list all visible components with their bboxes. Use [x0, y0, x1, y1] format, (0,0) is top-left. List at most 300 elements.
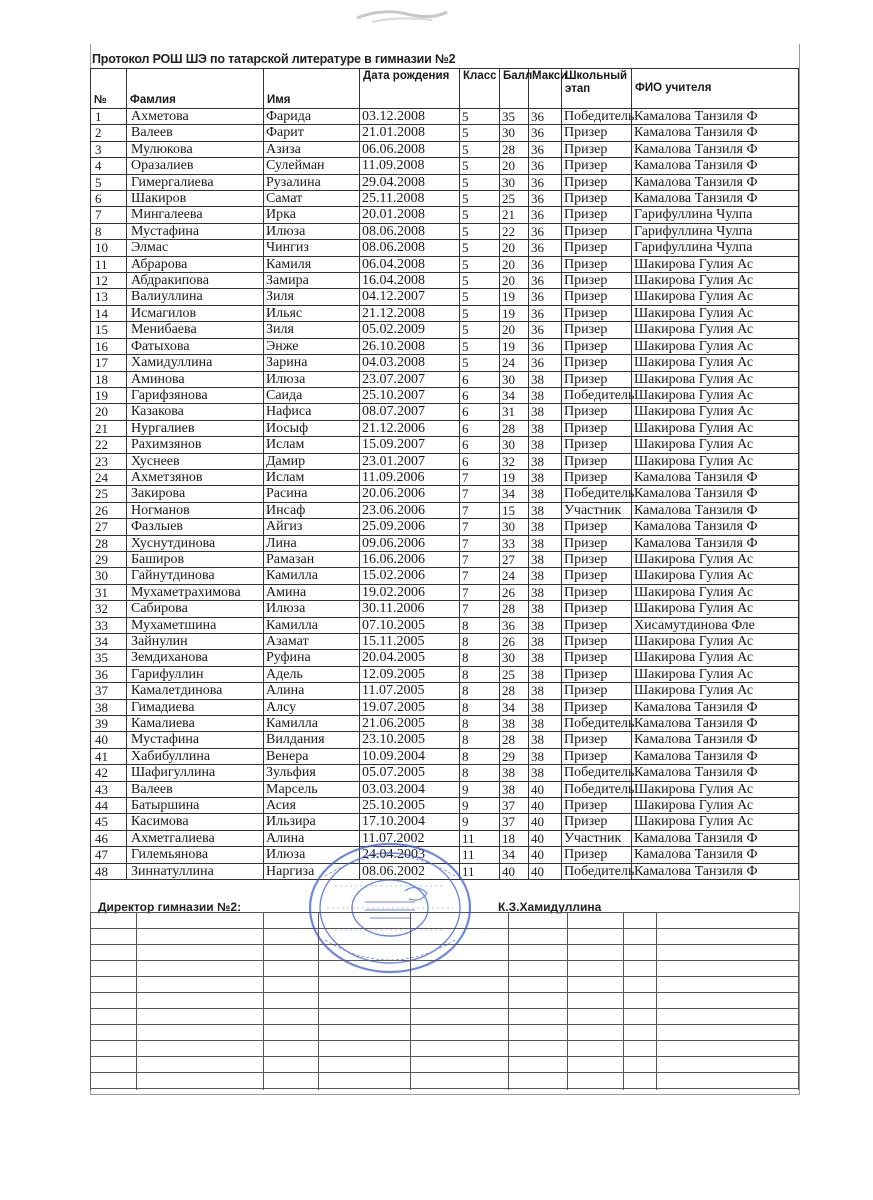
row-num-cell: 43 [91, 781, 127, 797]
director-label: Директор гимназии №2: [98, 900, 242, 914]
score-cell: 31 [500, 404, 529, 420]
score-cell: 20 [500, 256, 529, 272]
grid-line [90, 912, 798, 913]
table-row [91, 568, 799, 584]
last-name-cell: Абрарова [127, 256, 264, 272]
stage-cell: Призер [562, 814, 632, 830]
stage-cell: Победитель [562, 781, 632, 797]
table-row [91, 716, 799, 732]
birth-date-cell: 19.07.2005 [360, 699, 460, 715]
first-name-cell: Илюза [264, 847, 360, 863]
stage-cell: Призер [562, 207, 632, 223]
last-name-cell: Шакиров [127, 191, 264, 207]
first-name-cell: Фарит [264, 125, 360, 141]
grade-cell: 11 [460, 830, 500, 846]
first-name-cell: Алина [264, 830, 360, 846]
grade-cell: 7 [460, 486, 500, 502]
last-name-cell: Мулюкова [127, 141, 264, 157]
first-name-cell: Рузалина [264, 174, 360, 190]
row-num-cell: 1 [91, 109, 127, 125]
stage-cell: Призер [562, 191, 632, 207]
table-row [91, 748, 799, 764]
birth-date-cell: 20.01.2008 [360, 207, 460, 223]
last-name-cell: Ахметова [127, 109, 264, 125]
last-name-cell: Фазлыев [127, 519, 264, 535]
first-name-cell: Илюза [264, 601, 360, 617]
last-name-cell: Рахимзянов [127, 437, 264, 453]
stage-cell: Призер [562, 322, 632, 338]
col-header-num: № [91, 69, 127, 109]
max-score-cell: 36 [529, 141, 562, 157]
last-name-cell: Хуснеев [127, 453, 264, 469]
first-name-cell: Ирка [264, 207, 360, 223]
table-row [91, 322, 799, 338]
teacher-cell: Шакирова Гулия Ас [632, 551, 799, 567]
table-row [91, 601, 799, 617]
last-name-cell: Гарифзянова [127, 387, 264, 403]
teacher-cell: Шакирова Гулия Ас [632, 338, 799, 354]
first-name-cell: Камилла [264, 568, 360, 584]
first-name-cell: Зиля [264, 322, 360, 338]
last-name-cell: Гилемьянова [127, 847, 264, 863]
stage-cell: Призер [562, 568, 632, 584]
score-cell: 30 [500, 371, 529, 387]
score-cell: 20 [500, 273, 529, 289]
birth-date-cell: 03.12.2008 [360, 109, 460, 125]
last-name-cell: Батыршина [127, 798, 264, 814]
row-num-cell: 8 [91, 223, 127, 239]
max-score-cell: 36 [529, 109, 562, 125]
teacher-cell: Камалова Танзиля Ф [632, 830, 799, 846]
score-cell: 33 [500, 535, 529, 551]
last-name-cell: Менибаева [127, 322, 264, 338]
score-cell: 38 [500, 765, 529, 781]
teacher-cell: Камалова Танзиля Ф [632, 109, 799, 125]
score-cell: 24 [500, 568, 529, 584]
birth-date-cell: 16.04.2008 [360, 273, 460, 289]
first-name-cell: Энже [264, 338, 360, 354]
grade-cell: 5 [460, 223, 500, 239]
birth-date-cell: 04.12.2007 [360, 289, 460, 305]
max-score-cell: 36 [529, 207, 562, 223]
grade-cell: 8 [460, 666, 500, 682]
grade-cell: 8 [460, 683, 500, 699]
last-name-cell: Мустафина [127, 223, 264, 239]
first-name-cell: Ильяс [264, 305, 360, 321]
stage-cell: Призер [562, 437, 632, 453]
first-name-cell: Камилла [264, 617, 360, 633]
stage-cell: Призер [562, 634, 632, 650]
stage-cell: Призер [562, 158, 632, 174]
score-cell: 19 [500, 289, 529, 305]
birth-date-cell: 08.06.2008 [360, 223, 460, 239]
first-name-cell: Наргиза [264, 863, 360, 879]
stage-cell: Призер [562, 256, 632, 272]
score-cell: 28 [500, 683, 529, 699]
document-title: Протокол РОШ ШЭ по татарской литературе в гимназии №2 [92, 52, 456, 66]
max-score-cell: 36 [529, 223, 562, 239]
last-name-cell: Хамидуллина [127, 355, 264, 371]
last-name-cell: Зиннатуллина [127, 863, 264, 879]
last-name-cell: Элмас [127, 240, 264, 256]
row-num-cell: 21 [91, 420, 127, 436]
grade-cell: 5 [460, 289, 500, 305]
first-name-cell: Марсель [264, 781, 360, 797]
max-score-cell: 40 [529, 830, 562, 846]
row-num-cell: 17 [91, 355, 127, 371]
grade-cell: 5 [460, 322, 500, 338]
score-cell: 32 [500, 453, 529, 469]
grade-cell: 7 [460, 535, 500, 551]
last-name-cell: Мингалеева [127, 207, 264, 223]
grade-cell: 6 [460, 420, 500, 436]
stage-cell: Призер [562, 371, 632, 387]
grid-line [90, 976, 798, 977]
birth-date-cell: 24.04.2003 [360, 847, 460, 863]
stage-cell: Призер [562, 141, 632, 157]
grade-cell: 5 [460, 158, 500, 174]
grade-cell: 7 [460, 601, 500, 617]
table-row [91, 732, 799, 748]
score-cell: 29 [500, 748, 529, 764]
teacher-cell: Шакирова Гулия Ас [632, 781, 799, 797]
row-num-cell: 14 [91, 305, 127, 321]
table-row [91, 634, 799, 650]
first-name-cell: Инсаф [264, 502, 360, 518]
last-name-cell: Казакова [127, 404, 264, 420]
max-score-cell: 36 [529, 322, 562, 338]
birth-date-cell: 15.11.2005 [360, 634, 460, 650]
first-name-cell: Илюза [264, 371, 360, 387]
teacher-cell: Шакирова Гулия Ас [632, 404, 799, 420]
grade-cell: 7 [460, 502, 500, 518]
score-cell: 28 [500, 732, 529, 748]
teacher-cell: Шакирова Гулия Ас [632, 634, 799, 650]
table-row [91, 781, 799, 797]
max-score-cell: 36 [529, 125, 562, 141]
max-score-cell: 36 [529, 256, 562, 272]
empty-grid-area [90, 912, 798, 1090]
row-num-cell: 27 [91, 519, 127, 535]
stage-cell: Призер [562, 338, 632, 354]
birth-date-cell: 11.09.2006 [360, 469, 460, 485]
stage-cell: Призер [562, 535, 632, 551]
last-name-cell: Касимова [127, 814, 264, 830]
col-header-birth-date: Дата рождения [360, 69, 460, 109]
grade-cell: 6 [460, 437, 500, 453]
last-name-cell: Валеев [127, 781, 264, 797]
teacher-cell: Камалова Танзиля Ф [632, 502, 799, 518]
stage-cell: Призер [562, 519, 632, 535]
stage-cell: Призер [562, 748, 632, 764]
birth-date-cell: 29.04.2008 [360, 174, 460, 190]
score-cell: 37 [500, 814, 529, 830]
teacher-cell: Гарифуллина Чулпа [632, 240, 799, 256]
grade-cell: 8 [460, 634, 500, 650]
max-score-cell: 38 [529, 765, 562, 781]
max-score-cell: 36 [529, 174, 562, 190]
birth-date-cell: 06.06.2008 [360, 141, 460, 157]
grid-line [90, 992, 798, 993]
stage-cell: Призер [562, 125, 632, 141]
birth-date-cell: 16.06.2006 [360, 551, 460, 567]
max-score-cell: 38 [529, 387, 562, 403]
row-num-cell: 20 [91, 404, 127, 420]
first-name-cell: Дамир [264, 453, 360, 469]
grid-line [508, 912, 509, 1090]
table-row [91, 371, 799, 387]
last-name-cell: Гимадиева [127, 699, 264, 715]
first-name-cell: Зульфия [264, 765, 360, 781]
col-header-score: Балл [500, 69, 529, 109]
teacher-cell: Шакирова Гулия Ас [632, 814, 799, 830]
first-name-cell: Чингиз [264, 240, 360, 256]
birth-date-cell: 19.02.2006 [360, 584, 460, 600]
row-num-cell: 46 [91, 830, 127, 846]
grade-cell: 9 [460, 798, 500, 814]
max-score-cell: 38 [529, 486, 562, 502]
grade-cell: 7 [460, 551, 500, 567]
row-num-cell: 4 [91, 158, 127, 174]
max-score-cell: 38 [529, 502, 562, 518]
max-score-cell: 38 [529, 650, 562, 666]
score-cell: 25 [500, 666, 529, 682]
first-name-cell: Айгиз [264, 519, 360, 535]
table-row [91, 437, 799, 453]
score-cell: 24 [500, 355, 529, 371]
last-name-cell: Гайнутдинова [127, 568, 264, 584]
stage-cell: Призер [562, 699, 632, 715]
max-score-cell: 38 [529, 469, 562, 485]
stage-cell: Призер [562, 404, 632, 420]
table-row [91, 355, 799, 371]
row-num-cell: 36 [91, 666, 127, 682]
last-name-cell: Земдиханова [127, 650, 264, 666]
stage-cell: Призер [562, 469, 632, 485]
row-num-cell: 35 [91, 650, 127, 666]
grade-cell: 6 [460, 387, 500, 403]
grid-line [656, 912, 657, 1090]
last-name-cell: Гарифуллин [127, 666, 264, 682]
score-cell: 19 [500, 469, 529, 485]
score-cell: 37 [500, 798, 529, 814]
score-cell: 35 [500, 109, 529, 125]
score-cell: 38 [500, 716, 529, 732]
teacher-cell: Камалова Танзиля Ф [632, 748, 799, 764]
row-num-cell: 28 [91, 535, 127, 551]
last-name-cell: Закирова [127, 486, 264, 502]
row-num-cell: 34 [91, 634, 127, 650]
grade-cell: 6 [460, 453, 500, 469]
birth-date-cell: 23.01.2007 [360, 453, 460, 469]
first-name-cell: Азамат [264, 634, 360, 650]
score-cell: 38 [500, 781, 529, 797]
score-cell: 25 [500, 191, 529, 207]
table-row [91, 765, 799, 781]
birth-date-cell: 08.06.2008 [360, 240, 460, 256]
teacher-cell: Камалова Танзиля Ф [632, 158, 799, 174]
score-cell: 22 [500, 223, 529, 239]
stage-cell: Победитель [562, 109, 632, 125]
first-name-cell: Расина [264, 486, 360, 502]
first-name-cell: Вилдания [264, 732, 360, 748]
grid-line [90, 1024, 798, 1025]
row-num-cell: 33 [91, 617, 127, 633]
birth-date-cell: 17.10.2004 [360, 814, 460, 830]
row-num-cell: 37 [91, 683, 127, 699]
grade-cell: 9 [460, 814, 500, 830]
last-name-cell: Шафигуллина [127, 765, 264, 781]
max-score-cell: 40 [529, 814, 562, 830]
stage-cell: Победитель [562, 765, 632, 781]
last-name-cell: Мухаметрахимова [127, 584, 264, 600]
grid-line [90, 1072, 798, 1073]
max-score-cell: 38 [529, 453, 562, 469]
score-cell: 19 [500, 305, 529, 321]
col-header-grade: Класс [460, 69, 500, 109]
table-row [91, 453, 799, 469]
score-cell: 34 [500, 847, 529, 863]
col-header-first-name: Имя [264, 69, 360, 109]
score-cell: 30 [500, 174, 529, 190]
last-name-cell: Абдракипова [127, 273, 264, 289]
birth-date-cell: 23.07.2007 [360, 371, 460, 387]
teacher-cell: Шакирова Гулия Ас [632, 420, 799, 436]
grid-line [567, 912, 568, 1090]
grid-line [90, 960, 798, 961]
teacher-cell: Шакирова Гулия Ас [632, 666, 799, 682]
max-score-cell: 38 [529, 568, 562, 584]
stage-cell: Призер [562, 355, 632, 371]
row-num-cell: 23 [91, 453, 127, 469]
grade-cell: 8 [460, 716, 500, 732]
birth-date-cell: 25.10.2005 [360, 798, 460, 814]
table-row [91, 551, 799, 567]
max-score-cell: 38 [529, 699, 562, 715]
birth-date-cell: 11.07.2002 [360, 830, 460, 846]
max-score-cell: 36 [529, 191, 562, 207]
stage-cell: Призер [562, 174, 632, 190]
first-name-cell: Адель [264, 666, 360, 682]
teacher-cell: Камалова Танзиля Ф [632, 125, 799, 141]
grid-line [410, 912, 411, 1090]
last-name-cell: Мухаметшина [127, 617, 264, 633]
max-score-cell: 36 [529, 240, 562, 256]
table-row [91, 404, 799, 420]
table-row [91, 535, 799, 551]
row-num-cell: 38 [91, 699, 127, 715]
table-row [91, 240, 799, 256]
teacher-cell: Камалова Танзиля Ф [632, 469, 799, 485]
max-score-cell: 38 [529, 617, 562, 633]
score-cell: 36 [500, 617, 529, 633]
birth-date-cell: 12.09.2005 [360, 666, 460, 682]
row-num-cell: 41 [91, 748, 127, 764]
row-num-cell: 11 [91, 256, 127, 272]
stage-cell: Призер [562, 273, 632, 289]
stage-cell: Победитель [562, 387, 632, 403]
teacher-cell: Камалова Танзиля Ф [632, 765, 799, 781]
max-score-cell: 40 [529, 798, 562, 814]
grade-cell: 7 [460, 568, 500, 584]
score-cell: 27 [500, 551, 529, 567]
table-row [91, 305, 799, 321]
max-score-cell: 36 [529, 355, 562, 371]
first-name-cell: Камиля [264, 256, 360, 272]
stage-cell: Призер [562, 240, 632, 256]
table-row [91, 141, 799, 157]
grade-cell: 5 [460, 109, 500, 125]
table-header-row [91, 69, 799, 109]
grade-cell: 8 [460, 732, 500, 748]
stage-cell: Призер [562, 798, 632, 814]
score-cell: 20 [500, 240, 529, 256]
birth-date-cell: 20.06.2006 [360, 486, 460, 502]
row-num-cell: 40 [91, 732, 127, 748]
max-score-cell: 38 [529, 732, 562, 748]
max-score-cell: 38 [529, 748, 562, 764]
last-name-cell: Камалиева [127, 716, 264, 732]
grade-cell: 5 [460, 125, 500, 141]
grid-line [90, 1040, 798, 1041]
grid-line [623, 912, 624, 1090]
birth-date-cell: 07.10.2005 [360, 617, 460, 633]
first-name-cell: Самат [264, 191, 360, 207]
teacher-cell: Камалова Танзиля Ф [632, 535, 799, 551]
first-name-cell: Руфина [264, 650, 360, 666]
row-num-cell: 2 [91, 125, 127, 141]
grade-cell: 5 [460, 338, 500, 354]
stage-cell: Призер [562, 453, 632, 469]
teacher-cell: Шакирова Гулия Ас [632, 371, 799, 387]
row-num-cell: 26 [91, 502, 127, 518]
birth-date-cell: 04.03.2008 [360, 355, 460, 371]
first-name-cell: Азиза [264, 141, 360, 157]
stage-cell: Призер [562, 683, 632, 699]
grade-cell: 11 [460, 863, 500, 879]
first-name-cell: Саида [264, 387, 360, 403]
stage-cell: Призер [562, 305, 632, 321]
grade-cell: 8 [460, 617, 500, 633]
birth-date-cell: 05.02.2009 [360, 322, 460, 338]
birth-date-cell: 09.06.2006 [360, 535, 460, 551]
last-name-cell: Оразалиев [127, 158, 264, 174]
birth-date-cell: 25.10.2007 [360, 387, 460, 403]
max-score-cell: 38 [529, 601, 562, 617]
first-name-cell: Илюза [264, 223, 360, 239]
row-num-cell: 6 [91, 191, 127, 207]
row-num-cell: 24 [91, 469, 127, 485]
birth-date-cell: 23.10.2005 [360, 732, 460, 748]
birth-date-cell: 15.02.2006 [360, 568, 460, 584]
stage-cell: Призер [562, 650, 632, 666]
grade-cell: 7 [460, 469, 500, 485]
score-cell: 34 [500, 699, 529, 715]
table-row [91, 486, 799, 502]
birth-date-cell: 05.07.2005 [360, 765, 460, 781]
last-name-cell: Валеев [127, 125, 264, 141]
row-num-cell: 32 [91, 601, 127, 617]
first-name-cell: Фарида [264, 109, 360, 125]
stage-cell: Призер [562, 666, 632, 682]
table-row [91, 420, 799, 436]
row-num-cell: 10 [91, 240, 127, 256]
max-score-cell: 38 [529, 584, 562, 600]
max-score-cell: 36 [529, 158, 562, 174]
max-score-cell: 38 [529, 404, 562, 420]
stage-cell: Призер [562, 420, 632, 436]
last-name-cell: Хабибуллина [127, 748, 264, 764]
